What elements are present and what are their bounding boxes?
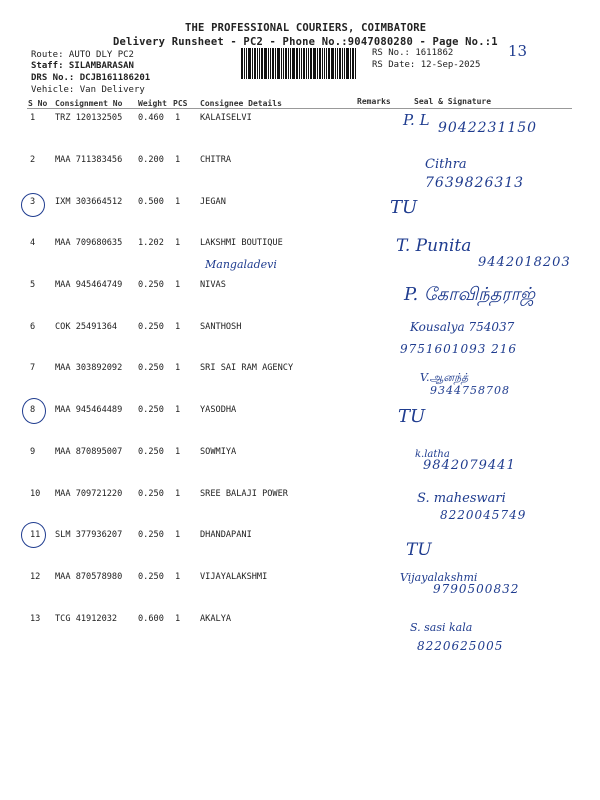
row-signature-phone: 8220045749: [440, 508, 527, 522]
row-signature-phone: 7639826313: [425, 175, 525, 191]
row-sno: 10: [30, 489, 41, 499]
row-signature-phone: 9344758708: [430, 384, 510, 397]
row-weight: 0.250: [138, 363, 164, 373]
row-consignment-no: MAA 303892092: [55, 363, 123, 373]
row-weight: 0.250: [138, 530, 164, 540]
row-consignee: SANTHOSH: [200, 322, 242, 332]
circle-mark-row-11: [21, 522, 46, 548]
row-consignment-no: SLM 377936207: [55, 530, 123, 540]
row-sno: 12: [30, 572, 41, 582]
col-sno: S No: [28, 99, 48, 108]
row-weight: 1.202: [138, 238, 164, 248]
runsheet-subtitle: Delivery Runsheet - PC2 - Phone No.:9047080280 - Page No.:1: [113, 36, 498, 48]
row-weight: 0.250: [138, 280, 164, 290]
row-weight: 0.250: [138, 572, 164, 582]
row-signature: P. L: [403, 111, 430, 129]
row-signature: k.latha: [415, 449, 450, 460]
row-weight: 0.250: [138, 489, 164, 499]
row-consignment-no: MAA 709680635: [55, 238, 123, 248]
row-consignee: YASODHA: [200, 405, 237, 415]
row-consignee: VIJAYALAKSHMI: [200, 572, 268, 582]
row-signature: S. maheswari: [417, 491, 506, 506]
row-weight: 0.250: [138, 405, 164, 415]
row-pcs: 1: [175, 447, 181, 457]
row-pcs: 1: [175, 155, 181, 165]
row4-handwritten-note: Mangaladevi: [205, 258, 277, 271]
row-signature-phone: 9042231150: [438, 120, 538, 136]
row-signature: S. sasi kala: [410, 621, 473, 634]
row-sno: 7: [30, 363, 36, 373]
row-signature: Kousalya 754037: [410, 320, 515, 334]
row-signature-phone: 9790500832: [433, 582, 520, 596]
row-consignee: SRI SAI RAM AGENCY: [200, 363, 294, 373]
row-weight: 0.460: [138, 113, 164, 123]
vehicle-label: Vehicle: Van Delivery: [31, 85, 145, 95]
row-consignment-no: MAA 711383456: [55, 155, 123, 165]
row-consignee: KALAISELVI: [200, 113, 252, 123]
row-sno: 5: [30, 280, 36, 290]
row-sno: 1: [30, 113, 36, 123]
drs-label: DRS No.: DCJB161186201: [31, 73, 151, 83]
row-pcs: 1: [175, 197, 181, 207]
rs-number: RS No.: 1611862: [372, 48, 454, 58]
row-sno: 8: [30, 405, 36, 415]
row-signature: TU: [390, 197, 418, 218]
col-pcs: PCS: [173, 99, 188, 108]
row-pcs: 1: [175, 363, 181, 373]
row-consignment-no: TRZ 120132505: [55, 113, 123, 123]
row-consignee: SOWMIYA: [200, 447, 237, 457]
row-pcs: 1: [175, 322, 181, 332]
row-consignment-no: MAA 870895007: [55, 447, 123, 457]
route-label: Route: AUTO DLY PC2: [31, 50, 134, 60]
row-pcs: 1: [175, 113, 181, 123]
row-weight: 0.200: [138, 155, 164, 165]
row-signature: Vijayalakshmi: [400, 571, 478, 584]
row-sno: 9: [30, 447, 36, 457]
page-mark: 13: [508, 42, 528, 60]
row-signature: T. Punita: [396, 236, 472, 256]
col-remarks: Remarks: [357, 97, 391, 106]
row-pcs: 1: [175, 280, 181, 290]
row-weight: 0.250: [138, 447, 164, 457]
row-consignment-no: MAA 945464749: [55, 280, 123, 290]
row-signature: Cithra: [425, 157, 467, 172]
row-weight: 0.500: [138, 197, 164, 207]
row-consignee: LAKSHMI BOUTIQUE: [200, 238, 283, 248]
row-sno: 6: [30, 322, 36, 332]
row-consignment-no: COK 25491364: [55, 322, 118, 332]
row-signature-phone: 9842079441: [423, 458, 516, 473]
row-signature-phone: 9751601093 216: [400, 342, 518, 356]
row-sno: 13: [30, 614, 41, 624]
col-signature: Seal & Signature: [414, 97, 492, 106]
rs-date: RS Date: 12-Sep-2025: [372, 60, 481, 70]
row-consignee: SREE BALAJI POWER: [200, 489, 288, 499]
row-signature-phone: 8220625005: [417, 639, 504, 653]
row-sno: 4: [30, 238, 36, 248]
row-signature: V.ஆனந்த்: [420, 371, 469, 384]
row-pcs: 1: [175, 572, 181, 582]
row-consignee: DHANDAPANI: [200, 530, 252, 540]
barcode-image: [241, 48, 367, 79]
row-weight: 0.250: [138, 322, 164, 332]
row-weight: 0.600: [138, 614, 164, 624]
row-signature: TU: [406, 540, 432, 560]
row-consignee: AKALYA: [200, 614, 232, 624]
row-sno: 11: [30, 530, 41, 540]
row-signature: P. கோவிந்தராஜ்: [404, 284, 536, 305]
row-pcs: 1: [175, 530, 181, 540]
row-signature: TU: [398, 406, 426, 427]
circle-mark-row-8: [22, 398, 46, 424]
row-consignee: NIVAS: [200, 280, 226, 290]
row-sno: 3: [30, 197, 36, 207]
col-consignee: Consignee Details: [200, 99, 282, 108]
staff-label: Staff: SILAMBARASAN: [31, 61, 134, 71]
row-signature-phone: 9442018203: [478, 255, 571, 270]
row-pcs: 1: [175, 489, 181, 499]
col-weight: Weight: [138, 99, 167, 108]
col-consignment: Consignment No: [55, 99, 123, 108]
row-consignment-no: MAA 945464489: [55, 405, 123, 415]
row-consignment-no: MAA 870578980: [55, 572, 123, 582]
row-consignment-no: IXM 303664512: [55, 197, 123, 207]
header-divider: [27, 108, 572, 109]
row-pcs: 1: [175, 614, 181, 624]
row-consignment-no: MAA 709721220: [55, 489, 123, 499]
row-sno: 2: [30, 155, 36, 165]
company-name: THE PROFESSIONAL COURIERS, COIMBATORE: [185, 22, 427, 34]
circle-mark-row-3: [21, 193, 45, 217]
row-consignee: CHITRA: [200, 155, 232, 165]
row-pcs: 1: [175, 405, 181, 415]
row-consignee: JEGAN: [200, 197, 226, 207]
row-consignment-no: TCG 41912032: [55, 614, 118, 624]
row-pcs: 1: [175, 238, 181, 248]
